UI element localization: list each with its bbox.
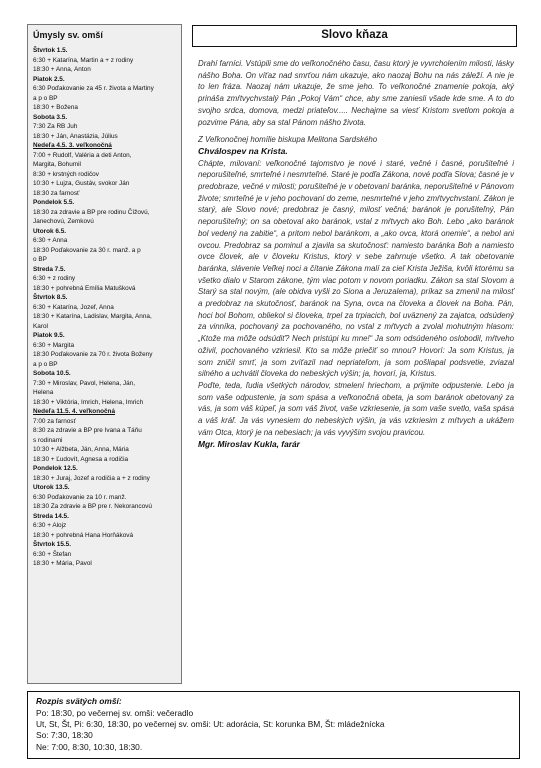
- intention-entry: a p o BP: [33, 360, 58, 368]
- article-heading: Chválospev na Krista.: [198, 145, 288, 156]
- article-body: [198, 58, 514, 450]
- intention-entry: 6:30 + Štefan: [33, 550, 72, 558]
- intention-entry: Karol: [33, 322, 48, 330]
- mass-schedule-line: Po: 18:30, po večernej sv. omši: večeradlo: [36, 708, 194, 718]
- intention-entry: Helena: [33, 389, 54, 396]
- intention-entry: 6:30 + Katarína, Martin a + z rodiny: [33, 56, 134, 64]
- intention-entry: 6:30 + Alojz: [33, 522, 67, 529]
- article-title: Slovo kňaza: [192, 25, 517, 47]
- intention-entry: 18:30 za farnosť: [33, 189, 80, 197]
- intention-entry: o BP: [33, 256, 47, 263]
- intention-entry: 18:30 Poďakovanie za 30 r. manž. a p: [33, 246, 141, 254]
- intention-entry: 10:30 + Alžbeta, Ján, Anna, Mária: [33, 446, 129, 453]
- intention-entry: 10:30 + Lujza, Gustáv, svokor Ján: [33, 180, 130, 187]
- mass-intentions-panel: [27, 24, 182, 684]
- article-source: Z Veľkonočnej homílie biskupa Melitona Sardského: [198, 135, 378, 145]
- intention-entry: Janechovú, Zemkovú: [33, 218, 94, 225]
- day-heading: Sobota 3.5.: [33, 113, 68, 121]
- intention-entry: 7:30 + Miroslav, Pavol, Helena, Ján,: [33, 379, 136, 387]
- intention-entry: 18:30 + Viktória, Imrich, Helena, Imrich: [33, 398, 144, 406]
- intention-entry: 18:30 Poďakovanie za 70 r. života Boženy: [33, 351, 153, 358]
- intention-entry: 6:30 + z rodiny: [33, 275, 76, 282]
- intention-entry: 18:30 + pohrebná Emília Matušková: [33, 284, 136, 292]
- intention-entry: 7:30 Za RB Juh: [33, 123, 78, 130]
- day-heading: Štvrtok 1.5.: [33, 47, 68, 54]
- intention-entry: 8:30 + krstných rodičov: [33, 170, 99, 178]
- mass-schedule-title: Rozpis svätých omší:: [36, 696, 122, 706]
- day-heading: Streda 14.5.: [33, 512, 69, 520]
- article-signature: Mgr. Miroslav Kukla, farár: [198, 438, 300, 449]
- day-heading: Nedeľa 11.5. 4. veľkonočná: [33, 408, 116, 415]
- day-heading: Piatok 9.5.: [33, 332, 65, 339]
- day-heading: Štvrtok 15.5.: [33, 541, 72, 548]
- article-paragraph: Chápte, milovaní: veľkonočné tajomstvo je nové i staré, večné i časné, porušiteľné i neporušiteľné, smrteľné i nesmrteľné. Staré je podľa Zákona, nové podľa Slova; časné je v predobraze, večné v milosti; porušiteľné je v obetovaní baránka, neporušiteľné v Pánovom živote; smrteľné je v jeho pochovaní do zeme, nesmrteľné v jeho zmŕtvychvstaní. Zákon je starý, ale Slovo nové; predobraz je časný, milosť večná; baránok je porušiteľný, Pán neporušiteľný; on sa obetoval ako baránok, vstal z mŕtvych ako Boh. Lebo „ako baránok bol vedený na zabitie“, a pritom nebol baránkom, a „ako ovca, ktorá onemie“, a nebol ani ovcou. Predobraz sa pominul a zjavila sa skutočnosť: namiesto baránka Boh a namiesto ovce človek, ale v človeku Kristus, ktorý v sebe zahrnuje všetko. A tak obetovanie baránka, slávenie Veľkej noci a čítanie Zákona malí za cieľ Krista Ježiša, kvôli ktorému sa všetko dialo v Starom zákone, tým viac potom v novom poriadku. Zákon sa stal Slovom a Starý sa stal novým, (ale obidva vyšli zo Siona a Jeruzalema), príkaz sa zmenil na milosť a predobraz na skutočnosť, baránok na Syna, ovca na človeka a človek na Boha. Pán, hoci bol Bohom, obliekol si človeka, trpel za trpiacich, bol uväznený za zajatca, odsúdený za vinníka, pochovaný za pochovaného, no vstal z mŕtvych a zvolal mohutným hlasom: „Ktože ma môže odsúdiť? Nech pristúpi ku mne!“ Ja som odsúdeného oslobodil, mŕtveho oživil, pochovaného vzkriesil. Kto sa môže priečiť so mnou? Hovorí: Ja som Kristus, ja som zničil smrť, ja som zvíťazil nad nepriateľom, ja som pošliapal podsvetie, zviazal silného a uchvátil človeka do nebeských výšin; ja, hovorí, ja, Kristus.: [198, 158, 514, 379]
- day-heading: Štvrtok 8.5.: [33, 294, 68, 301]
- mass-intentions-list: [33, 46, 177, 569]
- intention-entry: 6:30 Poďakovanie za 10 r. manž.: [33, 493, 127, 501]
- mass-schedule-line: Ne: 7:00, 8:30, 10:30, 18:30.: [36, 741, 143, 752]
- intention-entry: 7:00 za farnosť: [33, 417, 76, 425]
- article-paragraph-2: Poďte, teda, ľudia všetkých národov, stmelení hriechom, a prijmite odpustenie. Lebo ja som vaše odpustenie, ja som spása a veľkonočná obeta, ja som baránok obetovaný za vás, ja som váš kúpeľ, ja som váš život, vaše vzkriesenie, ja som vaše svetlo, vaša spása a váš kráľ. Ja vás vynesiem do nebeských výšin, ja vás vzkriesim z mŕtvych a ukážem vám Otca, ktorý je na nebesiach; ja vás vyvýšim svojou pravicou.: [198, 380, 514, 437]
- day-heading: Nedeľa 4.5. 3. veľkonočná: [33, 142, 112, 149]
- intention-entry: Margita, Bohumil: [33, 161, 81, 168]
- intention-entry: 7:00 + Rudolf, Valéria a deti Anton,: [33, 151, 132, 159]
- day-heading: Utorok 6.5.: [33, 227, 67, 235]
- day-heading: Piatok 2.5.: [33, 75, 65, 83]
- intention-entry: 18:30 + Ján, Anastázia, Július: [33, 132, 118, 140]
- intention-entry: 6:30 Poďakovanie za 45 r. života a Martiny: [33, 85, 154, 92]
- intention-entry: 6:30 + Margita: [33, 341, 75, 349]
- mass-schedule-line: So: 7:30, 18:30: [36, 730, 93, 741]
- intention-entry: a p o BP: [33, 94, 58, 102]
- mass-schedule-box: [27, 691, 520, 759]
- intention-entry: 18:30 Za zdravie a BP pre r. Nekorancovú: [33, 503, 152, 510]
- intention-entry: 18:30 + Juraj, Jozef a rodičia a + z rodiny: [33, 474, 150, 482]
- day-heading: Utorok 13.5.: [33, 484, 70, 491]
- intention-entry: 18:30 + Božena: [33, 104, 78, 111]
- mass-intentions-title: Úmysly sv. omší: [33, 30, 103, 40]
- mass-schedule-line: Ut, St, Št, Pi: 6:30, 18:30, po večernej sv. omši: Ut: adorácia, St: korunka BM, Št: mládežnícka: [36, 719, 385, 730]
- day-heading: Pondelok 12.5.: [33, 465, 78, 472]
- day-heading: Sobota 10.5.: [33, 370, 71, 377]
- article-intro: Drahí farníci. Vstúpili sme do veľkonočného času, času ktorý je vyvrcholením milosti, lásky nášho Boha. On víťaz nad smrťou nám ukazuje, ako naozaj Bohu na nás záleží. A nie je to len fráza. Naozaj nám ukazuje, že sme jeho. To veľkonočné znamenie pokoja, aký prináša zmŕtvychvstalý Pán „Pokoj Vám“ chce, aby sme zaniesli všade kde sme. A to do svojho srdca, domova, medzi priateľov..... Nechajme sa viesť Kristom svetlom pokoja a pozvime Pána, aby sa stal Pánom nášho života.: [198, 59, 514, 127]
- intention-entry: 18:30 + pohrebná Hana Horňáková: [33, 531, 134, 539]
- intention-entry: 8:30 za zdravie a BP pre Ivana a Táňu: [33, 427, 142, 434]
- intention-entry: 18:30 + Anna, Anton: [33, 66, 91, 73]
- day-heading: Streda 7.5.: [33, 265, 66, 273]
- day-heading: Pondelok 5.5.: [33, 199, 75, 206]
- intention-entry: s rodinami: [33, 436, 63, 444]
- intention-entry: 6:30 + Katarína, Jozef, Anna: [33, 303, 114, 311]
- intention-entry: 18:30 za zdravie a BP pre rodinu Čížovú,: [33, 208, 150, 216]
- intention-entry: 6:30 + Anna: [33, 237, 68, 244]
- intention-entry: 18:30 + Mária, Pavol: [33, 560, 92, 567]
- intention-entry: 18:30 + Katarína, Ladislav, Margita, Anna,: [33, 313, 152, 320]
- intention-entry: 18:30 + Ľudovít, Agnesa a rodičia: [33, 455, 129, 463]
